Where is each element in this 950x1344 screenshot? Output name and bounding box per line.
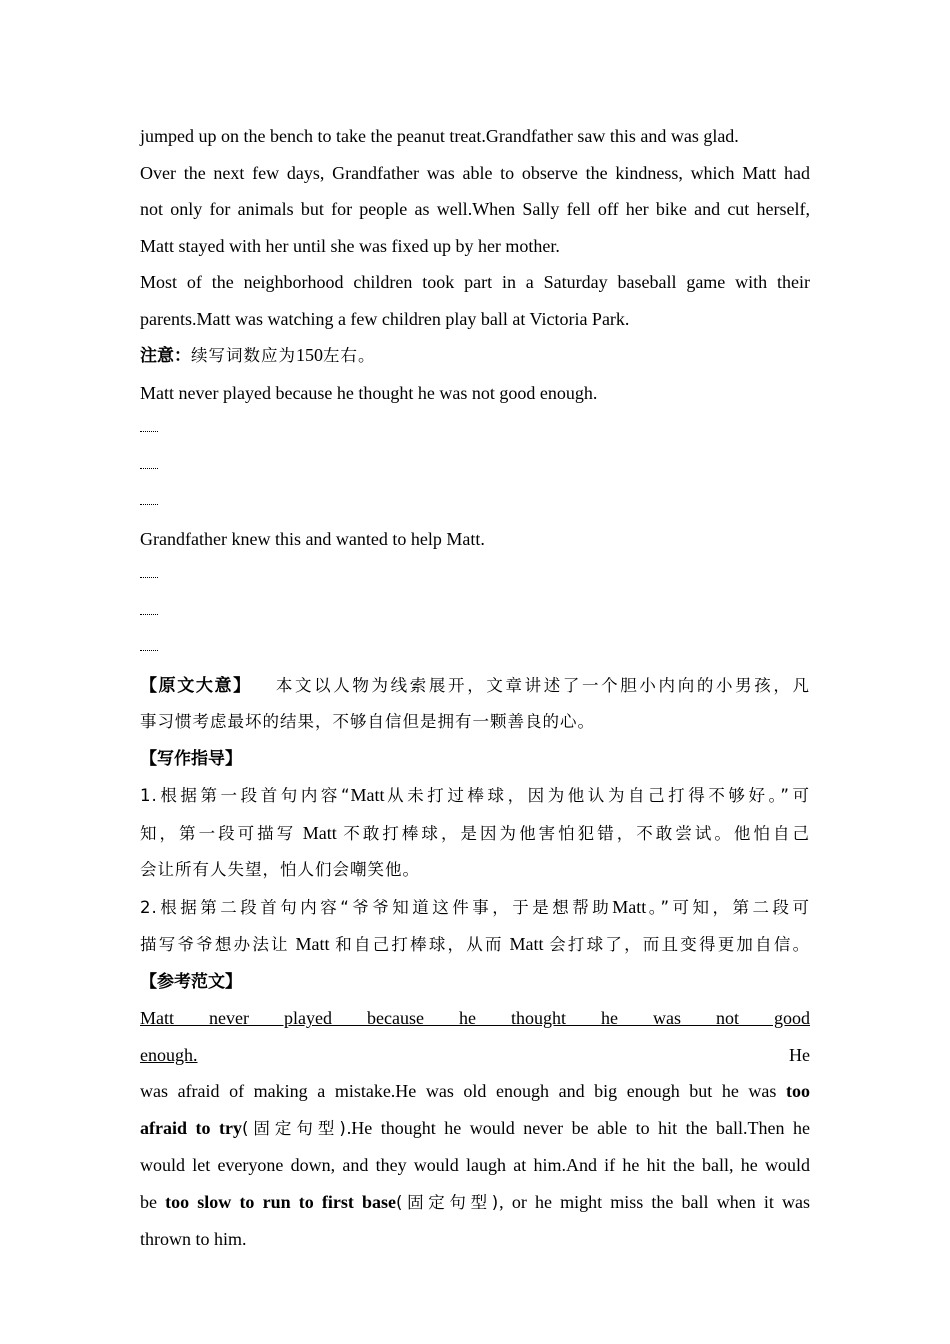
paragraph-1-opening: Matt never played because he thought he was not good enough.: [140, 382, 598, 403]
story-line-1: jumped up on the bench to take the peanut treat.Grandfather saw this and was glad.: [140, 126, 739, 146]
sample-heading: 【参考范文】: [140, 971, 242, 992]
story-line-6: parents.Matt was watching a few children play ball at Victoria Park.: [140, 308, 630, 329]
writing-blank[interactable]: [140, 630, 810, 667]
writing-blank[interactable]: [140, 557, 810, 594]
story-line-5: Most of the neighborhood children took part in a Saturday baseball game with their: [140, 272, 810, 292]
writing-blank[interactable]: [140, 411, 810, 448]
guide-p1-line-3: 会让所有人失望，怕人们会嘲笑他。: [140, 860, 420, 879]
guide-p2-line-2: 描写爷爷想办法让 Matt 和自己打棒球，从而 Matt 会打球了，而且变得更加自信。: [140, 934, 811, 954]
sample-line-3: afraid to try(固定句型).He thought he would never be able to hit the ball.Then he: [140, 1117, 810, 1138]
note-label: 注意：: [140, 346, 191, 366]
guide-p2-line-1: 2.根据第二段首句内容“爷爷知道这件事，于是想帮助Matt。”可知，第二段可: [140, 896, 810, 917]
guide-heading: 【写作指导】: [140, 748, 242, 769]
summary-heading: 【原文大意】: [140, 675, 252, 696]
sample-line-6: thrown to him.: [140, 1229, 247, 1249]
document-page: [140, 118, 810, 1258]
guide-p1-line-1: 1.根据第一段首句内容“Matt从未打过棒球，因为他认为自己打得不够好。”可: [140, 785, 810, 805]
bold-phrase: too slow to run to first base: [165, 1191, 397, 1212]
writing-blank[interactable]: [140, 594, 810, 631]
sample-line-1: Matt never played because he thought he was not good enough. He: [140, 1008, 810, 1065]
underlined-opening-sentence: Matt never played because he thought he was not good enough.: [140, 1008, 810, 1065]
summary-line-2: 事习惯考虑最坏的结果，不够自信但是拥有一颗善良的心。: [140, 712, 595, 731]
guide-p1-line-2: 知，第一段可描写 Matt 不敢打棒球，是因为他害怕犯错，不敢尝试。他怕自己: [140, 822, 811, 843]
sample-line-5: be too slow to run to first base(固定句型), or he might miss the ball when it was: [140, 1191, 810, 1212]
bold-phrase: afraid to try: [140, 1117, 242, 1138]
story-line-2: Over the next few days, Grandfather was able to observe the kindness, which Matt had: [140, 162, 810, 183]
sample-line-4: would let everyone down, and they would laugh at him.And if he hit the ball, he would: [140, 1155, 810, 1175]
paragraph-2-opening: Grandfather knew this and wanted to help Matt.: [140, 528, 485, 549]
story-line-3: not only for animals but for people as well.When Sally fell off her bike and cut herself,: [140, 199, 810, 219]
summary-line-1: 【原文大意】 本文以人物为线索展开，文章讲述了一个胆小内向的小男孩，凡: [140, 675, 811, 696]
story-line-4: Matt stayed with her until she was fixed up by her mother.: [140, 235, 560, 256]
bold-phrase: too: [786, 1081, 810, 1101]
sample-line-2: was afraid of making a mistake.He was old enough and big enough but he was too: [140, 1081, 810, 1101]
word-count-note: 注意：续写词数应为150左右。: [140, 345, 376, 366]
writing-blank[interactable]: [140, 484, 810, 521]
writing-blank[interactable]: [140, 448, 810, 485]
